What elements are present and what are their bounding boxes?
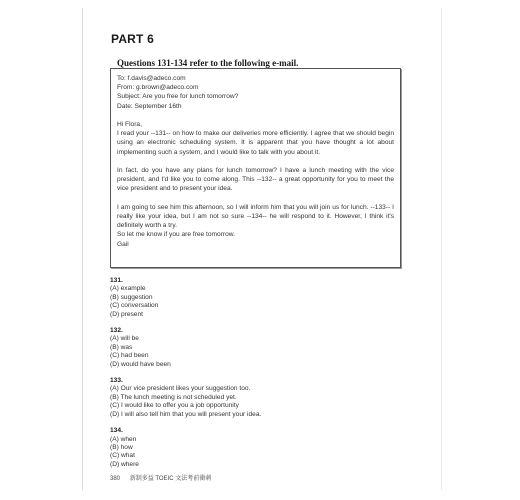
answer-option: (B) suggestion: [110, 293, 153, 301]
answer-option: (D) where: [110, 460, 139, 468]
email-closing: So let me know if you are free tomorrow.: [117, 231, 236, 239]
questions-list: [110, 277, 410, 477]
part-title: PART 6: [111, 32, 154, 46]
email-paragraph-3: I am going to see him this afternoon, so I will inform him that you will join us for lunch. --133-- I really like your idea, but I am not so sure --134-- he will respond to it. However, I think it's definitely worth a try.: [117, 203, 394, 230]
book-title: 新制多益 TOEIC 文法考前衝刺: [129, 476, 212, 482]
answer-option: (A) when: [110, 435, 137, 443]
page-footer: [110, 473, 219, 482]
email-to: To: f.davis@adeco.com: [117, 75, 186, 82]
email-from: From: g.brown@adeco.com: [117, 84, 199, 92]
question-131: [110, 277, 410, 319]
answer-option: (D) I will also tell him that you will present your idea.: [110, 410, 262, 418]
answer-option: (B) The lunch meeting is not scheduled yet.: [110, 393, 237, 401]
instructions: Questions 131-134 refer to the following e-mail.: [117, 58, 299, 68]
email-box: [110, 68, 401, 268]
answer-option: (C) what: [110, 452, 135, 460]
email-greeting: Hi Flora,: [117, 121, 142, 128]
question-number: 131.: [110, 277, 123, 284]
email-subject: Subject: Are you free for lunch tomorrow?: [117, 93, 239, 101]
question-number: 133.: [110, 377, 123, 385]
answer-option: (C) had been: [110, 352, 149, 360]
answer-option: (A) example: [110, 285, 146, 293]
answer-option: (A) Our vice president likes your suggestion too.: [110, 385, 251, 393]
answer-option: (B) how: [110, 443, 133, 451]
email-paragraph-2: In fact, do you have any plans for lunch tomorrow? I have a lunch meeting with the vice president, and I'd like you to come along. This --132-- a great opportunity for you to meet the vice president and to present your idea.: [117, 167, 394, 193]
email-signature: Gail: [117, 240, 129, 248]
question-number: 134.: [110, 427, 123, 435]
answer-option: (B) was: [110, 343, 133, 351]
question-134: [110, 427, 410, 469]
question-number: 132.: [110, 327, 123, 335]
page-number: 380: [110, 476, 121, 482]
answer-option: (C) I would like to offer you a job opportunity: [110, 402, 239, 410]
question-132: [110, 327, 410, 369]
answer-option: (D) would have been: [110, 360, 171, 368]
question-133: [110, 377, 410, 419]
answer-option: (C) conversation: [110, 302, 159, 310]
email-paragraph-1: I read your --131-- on how to make our deliveries more efficiently. I agree that we should begin using an electronic scheduling system. It is apparent that you have thought a lot about implementing such a system, and I would like to talk with you about it.: [117, 130, 394, 156]
email-date: Date: September 16th: [117, 102, 182, 110]
answer-option: (A) will be: [110, 335, 139, 343]
answer-option: (D) present: [110, 310, 143, 318]
